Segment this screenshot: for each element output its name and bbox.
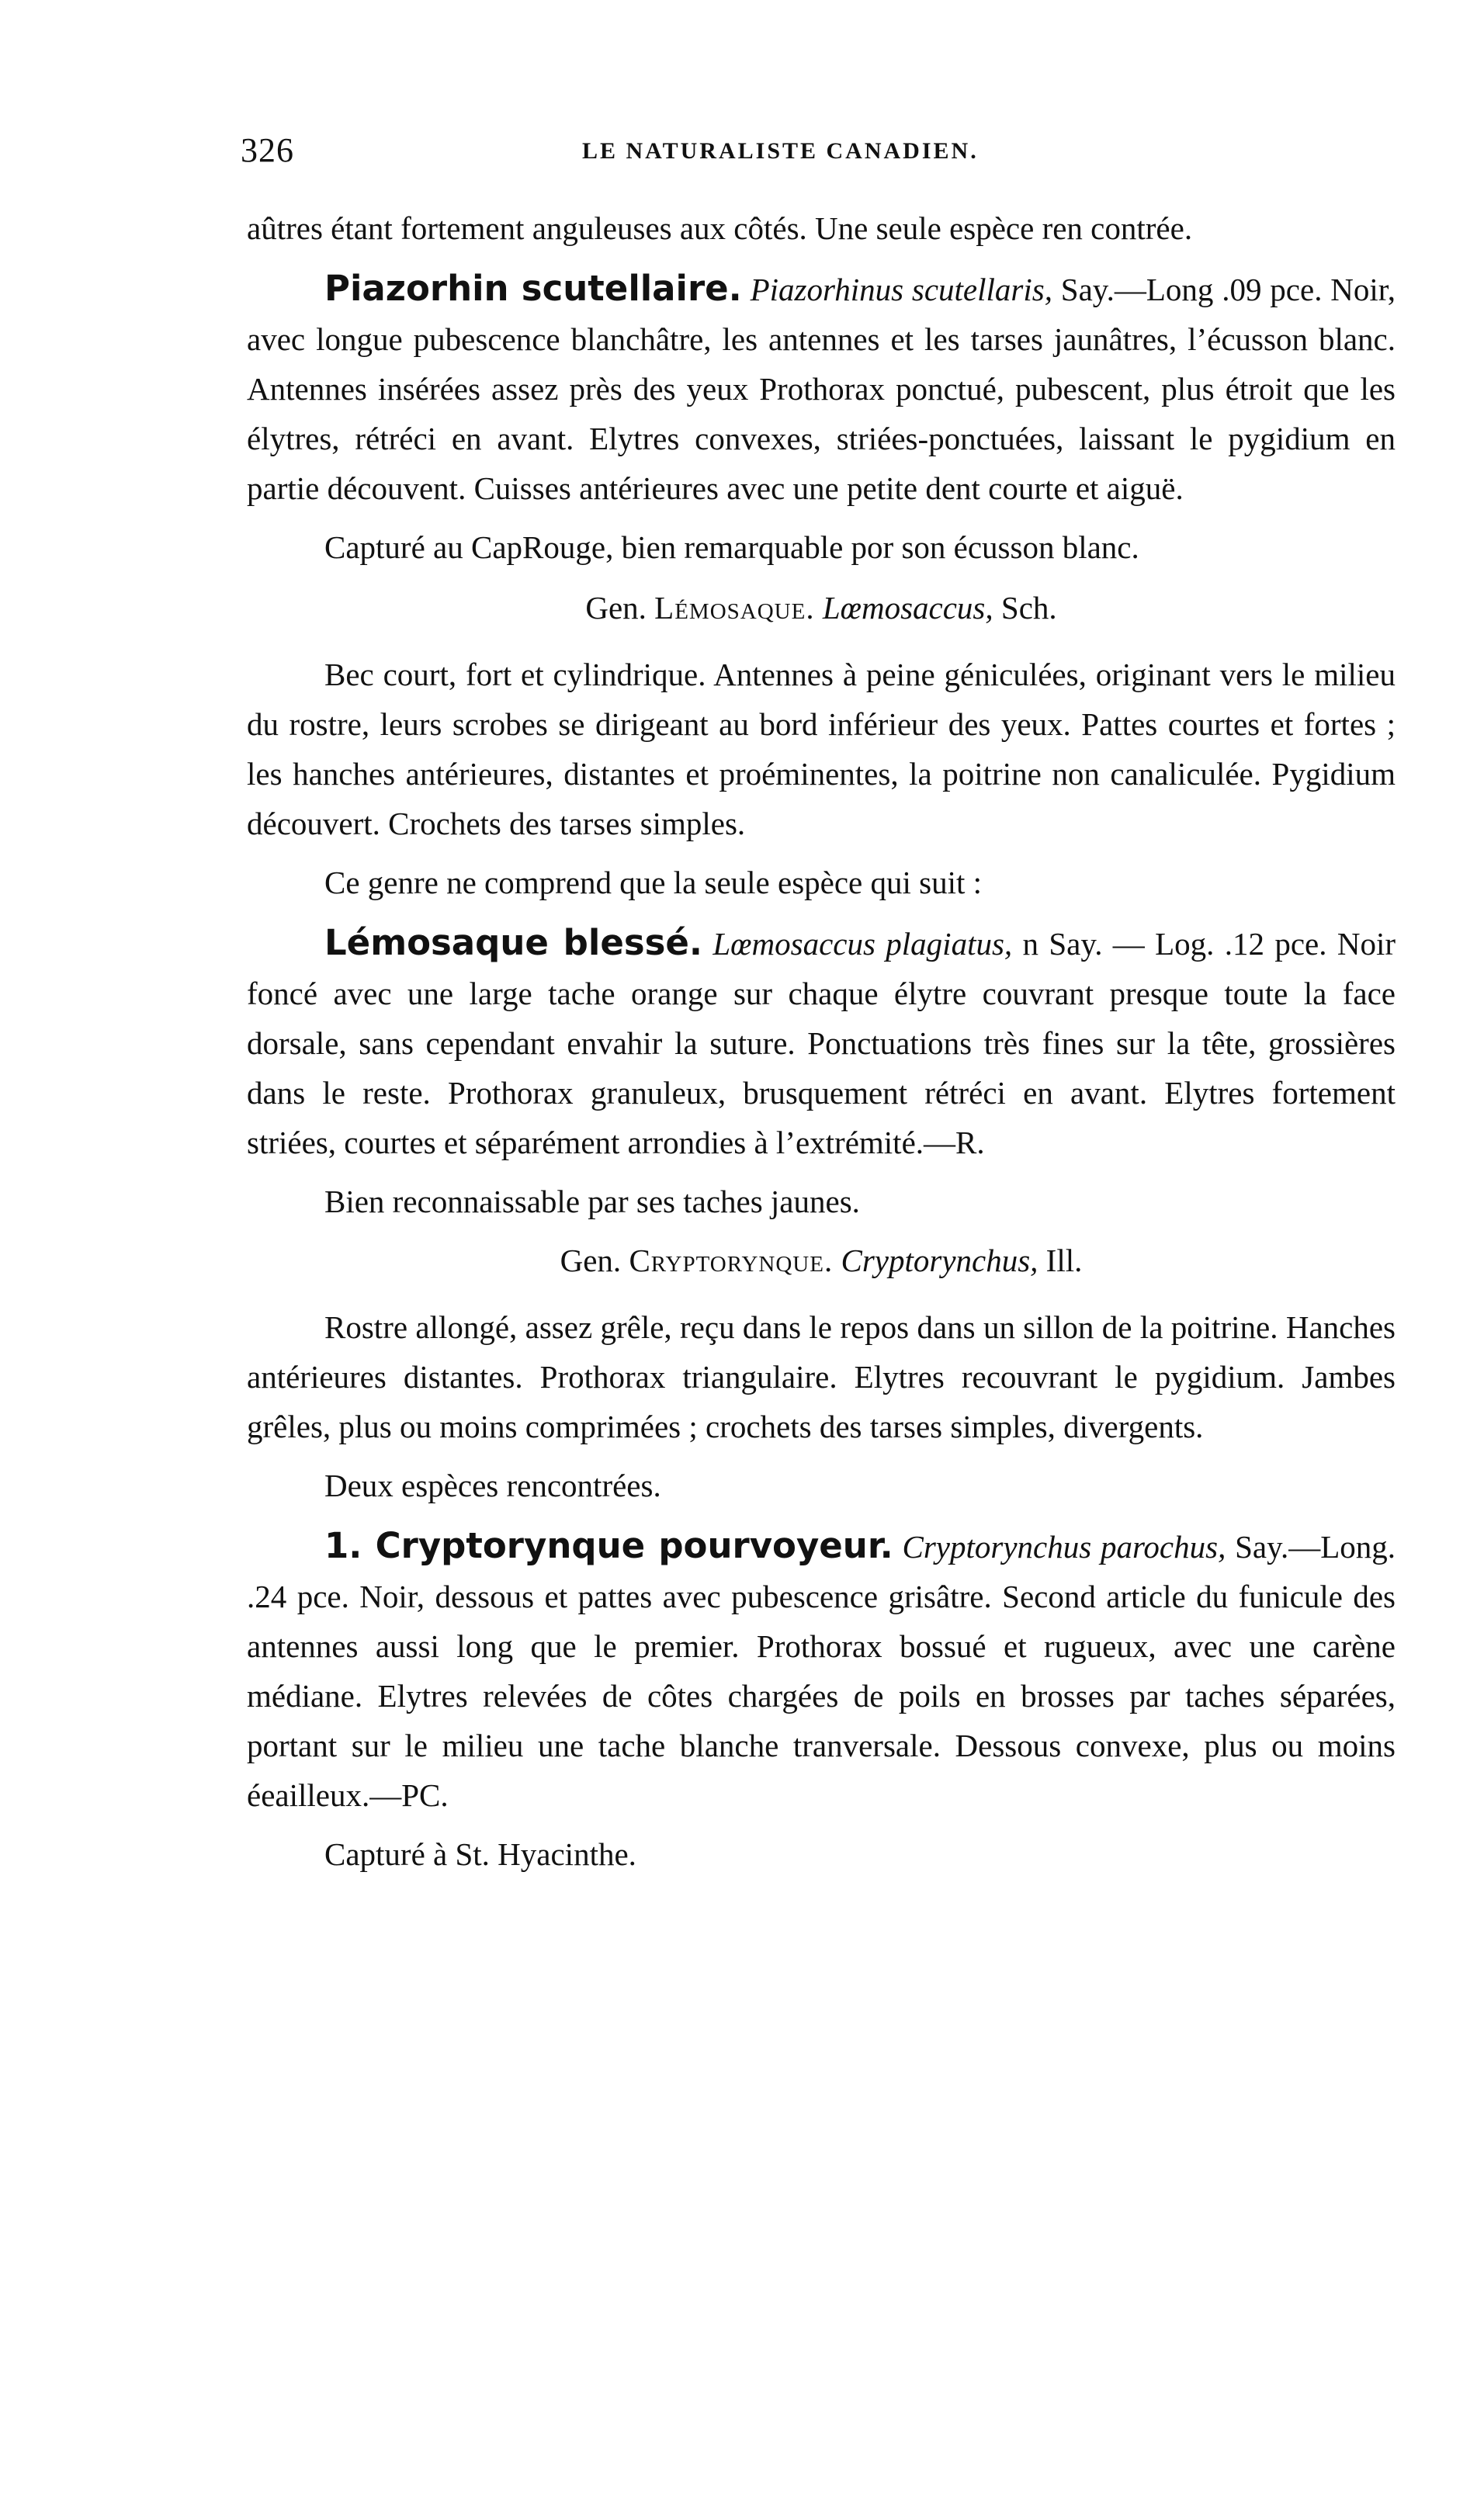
cryptorynque-genus-authority: Ill.: [1045, 1243, 1083, 1278]
cryptorynque-description: Rostre allongé, assez grêle, reçu dans le repos dans un sillon de la poitrine. Hanches antérieures distantes. Prothorax triangulaire. Elytres recouvrant le pygidium. Jambes grêles, plus ou moins comprimées ; crochets des tarses simples, divergents.: [247, 1309, 1396, 1444]
piazorhin-description: Noir, avec longue pubescence blanchâtre, les antennes et les tarses jaunâtres, l’écusson blanc. Antennes insérées assez près des yeux Prothorax ponctué, pubescent, plus étroit que les élytres, rétréci en avant. Elytres convexes, striées-ponctuées, laissant le pygidium en partie découvent. Cuisses antérieures avec une petite dent courte et aiguë.: [247, 272, 1396, 506]
lemosaque-description: Bec court, fort et cylindrique. Antennes à peine géniculées, originant vers le milieu du rostre, leurs scrobes se dirigeant au bord inférieur des yeux. Pattes courtes et fortes ; les hanches antérieures, distantes et proéminentes, la poitrine non canaliculée. Pygidium découvert. Crochets des tarses simples.: [247, 657, 1396, 841]
running-title: LE NATURALISTE CANADIEN.: [582, 138, 979, 164]
lemosaque-species-description: Noir foncé avec une large tache orange sur chaque élytre couvrant presque toute la face dorsale, sans cependant envahir la suture. Ponctuations très fines sur la tête, grossières dans le reste. Prothorax granuleux, brusquement rétréci en avant. Elytres fortement striées, courtes et séparément arrondies à l’extrémité.—R.: [247, 926, 1396, 1160]
piazorhin-note: Capturé au CapRouge, bien remarquable por son écusson blanc.: [324, 529, 1139, 565]
cryptorynque-species-title: 1. Cryptorynque pourvoyeur.: [324, 1525, 893, 1566]
cryptorynque-genus-heading: [247, 1236, 1396, 1285]
lemosaque-species-note: Bien reconnaissable par ses taches jaunes.: [324, 1184, 860, 1219]
lemosaque-species-authority: n Say. — Log. .12 pce.: [1022, 926, 1327, 962]
cryptorynque-genus-name: Cryptorynque.: [629, 1243, 834, 1278]
lemosaque-species-title: Lémosaque blessé.: [324, 922, 703, 963]
cryptorynque-note: Deux espèces rencontrées.: [324, 1468, 661, 1503]
lemosaque-species-latin: Lœmosaccus plagiatus,: [713, 926, 1013, 962]
main-text: [247, 203, 1396, 1888]
cryptorynque-species-entry: [247, 1521, 1396, 1820]
piazorhin-entry: [247, 264, 1396, 513]
lemosaque-species-entry: [247, 918, 1396, 1167]
cryptorynque-species-note: Capturé à St. Hyacinthe.: [324, 1836, 636, 1872]
cryptorynque-species-latin: Cryptorynchus parochus,: [902, 1529, 1226, 1565]
lemosaque-genus-prefix: Gen.: [585, 590, 647, 626]
lemosaque-genus-authority: Sch.: [1000, 590, 1057, 626]
cryptorynque-genus-prefix: Gen.: [560, 1243, 622, 1278]
piazorhin-authority: Say.—Long .09 pce.: [1060, 272, 1323, 307]
lemosaque-genus-latin: Lœmosaccus,: [822, 590, 993, 626]
page-number: 326: [241, 131, 294, 169]
cryptorynque-genus-latin: Cryptorynchus,: [841, 1243, 1038, 1278]
cryptorynque-species-description: Noir, dessous et pattes avec pubescence grisâtre. Second article du funicule des antennes aussi long que le premier. Prothorax bossué et rugueux, avec une carène médiane. Elytres relevées de côtes chargées de poils en brosses par taches séparées, portant sur le milieu une tache blanche tranversale. Dessous convexe, plus ou moins éeailleux.—PC.: [247, 1579, 1396, 1813]
page-header: [241, 130, 1389, 177]
piazorhin-title: Piazorhin scutellaire.: [324, 268, 742, 309]
lemosaque-genus-name: Lémosaque.: [654, 590, 815, 626]
cryptorynque-species-authority: Say.—Long. .24 pce.: [247, 1529, 1396, 1614]
lemosaque-genus-heading: [247, 583, 1396, 633]
intro-continuation: aûtres étant fortement anguleuses aux côtés. Une seule espèce ren contrée.: [247, 210, 1193, 246]
piazorhin-latin: Piazorhinus scutellaris,: [750, 272, 1052, 307]
lemosaque-note: Ce genre ne comprend que la seule espèce qui suit :: [324, 865, 983, 900]
